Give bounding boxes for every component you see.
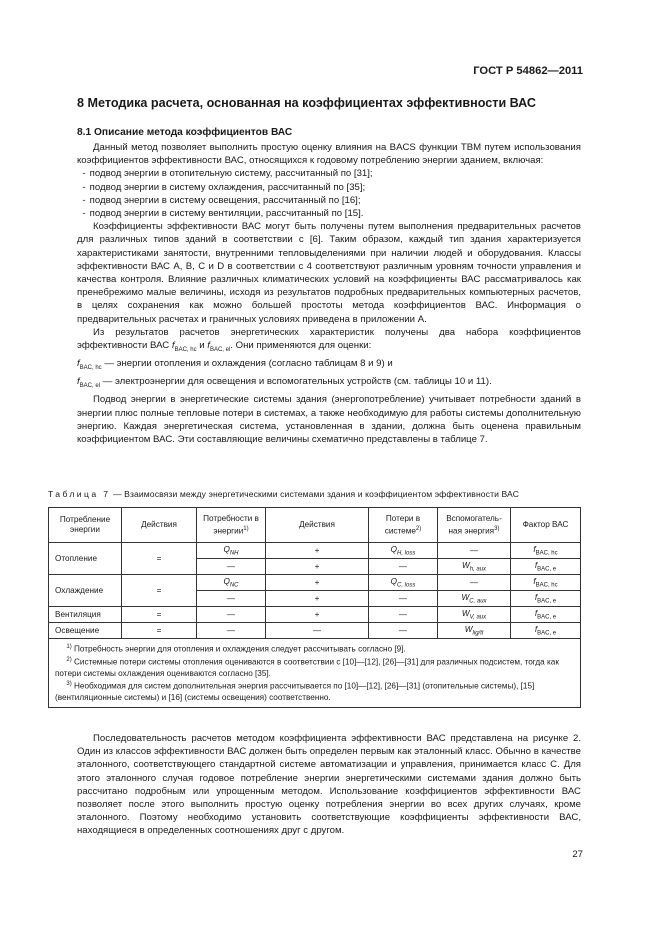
row-label: Отопление (49, 543, 122, 575)
paragraph: Данный метод позволяет выполнить простую оценку влияния на BACS функции ТВМ путем использования коэффициентов эффективности ВАС, относящихся к годовому потреблению энергии зданием, включая: (77, 142, 581, 167)
table-row (49, 575, 581, 591)
table-caption: Таблица 7 — Взаимосвязи между энергетическими системами здания и коэффициентом эффективности ВАС (48, 489, 519, 499)
cell: = (122, 607, 197, 623)
list-item: - подвод энергии в систему охлаждения, рассчитанный по [35]; (77, 181, 366, 193)
cell: — (266, 623, 369, 639)
header-cell: Фактор ВАС (511, 508, 581, 543)
list-item: - подвод энергии в систему вентиляции, рассчитанный по [15]. (77, 208, 364, 220)
definition-item: $f_{BAC, el}$ — электроэнергии для освещения и вспомогательных устройств (см. таблицы 10 и 11). (77, 376, 492, 390)
header-cell: Потребление энергии (49, 508, 122, 543)
cell: — (369, 591, 438, 607)
cell: — (197, 607, 266, 623)
cell: $W_{V, aux}$ (438, 607, 511, 623)
cell: — (369, 623, 438, 639)
cell: $f_{BAC, e}$ (511, 591, 581, 607)
list-item: - подвод энергии в отопительную систему, рассчитанный по [31]; (77, 168, 373, 180)
cell: = (122, 543, 197, 575)
row-label: Освещение (49, 623, 122, 639)
cell: = (122, 623, 197, 639)
cell: — (438, 575, 511, 591)
subsection-title: 8.1 Описание метода коэффициентов ВАС (77, 127, 293, 138)
paragraph: Из результатов расчетов энергетических характеристик получены два набора коэффициентов эффективности ВАС $f_{BAC, hc}$ и $f_{BAC, el}$. Они применяются для оценки: (77, 326, 581, 353)
cell: $W_{h, aux}$ (438, 559, 511, 575)
row-label: Вентиляция (49, 607, 122, 623)
cell: $Q_{NC}$ (197, 575, 266, 591)
table-footnotes-row (49, 639, 581, 708)
cell: $f_{BAC, e}$ (511, 623, 581, 639)
page-number: 27 (572, 849, 583, 860)
cell: — (197, 559, 266, 575)
header-cell: Потери в системе$^{2)}$ (369, 508, 438, 543)
list-item: - подвод энергии в систему освещения, рассчитанный по [16]; (77, 194, 361, 206)
cell: — (369, 607, 438, 623)
header-cell: Действия (266, 508, 369, 543)
energy-systems-table (48, 507, 581, 708)
header-cell: Вспомогатель-ная энергия$^{3)}$ (438, 508, 511, 543)
cell: — (369, 559, 438, 575)
cell: $W_{C, aux}$ (438, 591, 511, 607)
table-row (49, 623, 581, 639)
cell: $f_{BAC, e}$ (511, 607, 581, 623)
paragraph: Последовательность расчетов методом коэффициента эффективности ВАС представлена на рисунке 2. Один из классов эффективности ВАС должен быть определен первым как эталонный класс. Обычно в качестве эталонного, соответствующего стандартной системе автоматизации и управления, принимается класс С. Для этого эталонного случая годовое потребление энергии энергетическими системами здания должно быть рассчитано подробным или упрощенным методом. Использование коэффициентов эффективности ВАС позволяет после этого выполнить простую оценку потребления энергии во всех других случаях, кроме эталонного. Поэтому необходимо установить соответствующие коэффициенты эффективности ВАС, находящиеся в определенных соотношениях друг с другом. (77, 733, 581, 837)
footnotes-cell (49, 639, 581, 708)
table-header-row (49, 508, 581, 543)
section-title: 8 Методика расчета, основанная на коэффициентах эффективности ВАС (77, 96, 537, 110)
cell: + (266, 575, 369, 591)
cell: $Q_{H, loss}$ (369, 543, 438, 559)
closing-block (77, 732, 581, 838)
paragraph: Коэффициенты эффективности ВАС могут быть получены путем выполнения предварительных расчетов для различных типов зданий в соответствии с [6]. Таким образом, каждый тип здания характеризуется характеристиками занятости, внутренними тепловыделениями при наличии людей и оборудования. Классы эффективности ВАС А, В, С и D в соответствии с 4 соответствуют различным уровням точности управления и качества контроля. Влияние различных климатических условий на коэффициенты ВАС рассматривалось как пренебрежимо малые величины, исходя из результатов подробных предварительных компьютерных расчетов, в целях сохранения как можно большей простоты метода коэффициентов ВАС. Информация о предварительных расчетах и граничных условиях приведена в приложении А. (77, 221, 581, 325)
cell: $f_{BAC, e}$ (511, 559, 581, 575)
cell: — (197, 591, 266, 607)
cell: $f_{BAC, hc}$ (511, 575, 581, 591)
cell: $Q_{C, loss}$ (369, 575, 438, 591)
cell: + (266, 543, 369, 559)
definition-item: $f_{BAC, hc}$ — энергии отопления и охлаждения (согласно таблицам 8 и 9) и (77, 358, 393, 372)
cell: $W_{lig/tl}$ (438, 623, 511, 639)
footnote: $^{1)}$ Потребность энергии для отопления и охлаждения следует рассчитывать согласно [9]. (66, 644, 406, 654)
cell: + (266, 559, 369, 575)
table-row (49, 607, 581, 623)
cell: $f_{BAC, hc}$ (511, 543, 581, 559)
cell: — (438, 543, 511, 559)
cell: + (266, 607, 369, 623)
footnote: $^{2)}$ Системные потери системы отопления оцениваются в соответствии с [10]—[12], [26]—[31] для различных подсистем, тогда как потери системы охлаждения оцениваются согласно [35]. (55, 656, 559, 678)
cell: $Q_{NH}$ (197, 543, 266, 559)
cell: + (266, 591, 369, 607)
row-label: Охлаждение (49, 575, 122, 607)
cell: = (122, 575, 197, 607)
table-row (49, 543, 581, 559)
standard-number: ГОСТ Р 54862—2011 (473, 65, 583, 77)
header-cell: Действия (122, 508, 197, 543)
footnote: $^{3)}$ Необходимая для систем дополнительная энергия рассчитывается по [10]—[12], [26]—[31] (отопительные системы), [15] (вентиляционные системы) и [16] (системы освещения) соответственно. (55, 681, 535, 703)
paragraph: Подвод энергии в энергетические системы здания (энергопотребление) учитывает потребности зданий в энергии плюс полные тепловые потери в системах, а также необходимую для работы системы дополнительную энергию. Каждая энергетическая система, установленная в здании, должна быть оценена правильным коэффициентом ВАС. Эти составляющие величины схематично представлены в таблице 7. (77, 394, 581, 445)
intro-block (77, 141, 581, 446)
cell: — (197, 623, 266, 639)
header-cell: Потребности в энергии$^{1)}$ (197, 508, 266, 543)
